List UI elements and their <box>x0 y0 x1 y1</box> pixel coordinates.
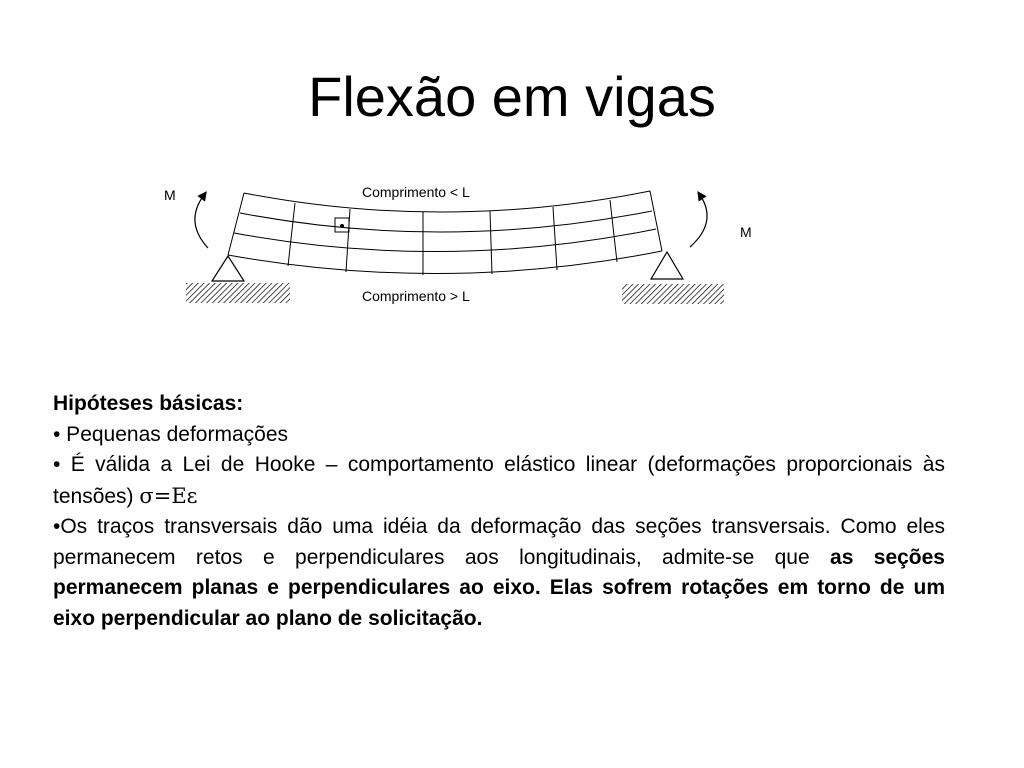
hypotheses-text <box>53 389 945 634</box>
transverse-line <box>288 203 295 266</box>
hypothesis-item-2 <box>53 450 945 512</box>
right-moment-arrow <box>690 195 707 247</box>
left-support-triangle <box>212 256 244 281</box>
right-support-triangle <box>651 252 683 279</box>
left-support <box>186 256 290 303</box>
hypothesis-item-2-text: • É válida a Lei de Hooke – comportamento elástico linear (deformações proporcionais às tensões) <box>53 453 945 508</box>
hooke-formula: σ=Eε <box>139 483 198 508</box>
beam-line-2 <box>240 211 652 232</box>
element-point <box>340 224 344 228</box>
hypothesis-item-3 <box>53 512 945 634</box>
hypothesis-item-3-emphasis: as seções permanecem planas e perpendiculares ao eixo. Elas sofrem rotações em torno de um eixo perpendicular ao plano de solicitação. <box>53 545 945 630</box>
moment-right-label: M <box>740 224 752 240</box>
beam-bending-diagram <box>0 0 1024 340</box>
transverse-line <box>553 207 557 270</box>
beam-longitudinal-lines <box>228 191 662 274</box>
label-bottom-length: Comprimento > L <box>362 288 470 304</box>
label-top-length: Comprimento < L <box>362 184 470 200</box>
left-ground-hatch <box>186 283 290 303</box>
slide-title: Flexão em vigas <box>308 65 716 128</box>
transverse-line <box>490 211 492 274</box>
transverse-line <box>610 200 617 262</box>
hypotheses-heading: Hipóteses básicas: <box>53 392 244 415</box>
hypothesis-item-3-text: •Os traços transversais dão uma idéia da deformação das seções transversais. Como eles permanecem retos e perpendiculares aos longitudinais, admite-se que <box>53 515 945 569</box>
beam-element-marker <box>335 218 349 232</box>
moment-left-label: M <box>164 187 176 203</box>
left-moment-arrow <box>195 195 208 248</box>
beam-bottom-edge <box>228 251 662 274</box>
transverse-line <box>650 191 662 251</box>
right-ground-hatch <box>622 284 724 304</box>
right-support <box>622 252 724 304</box>
transverse-line <box>228 193 244 255</box>
hypothesis-item-1: • Pequenas deformações <box>53 422 288 446</box>
